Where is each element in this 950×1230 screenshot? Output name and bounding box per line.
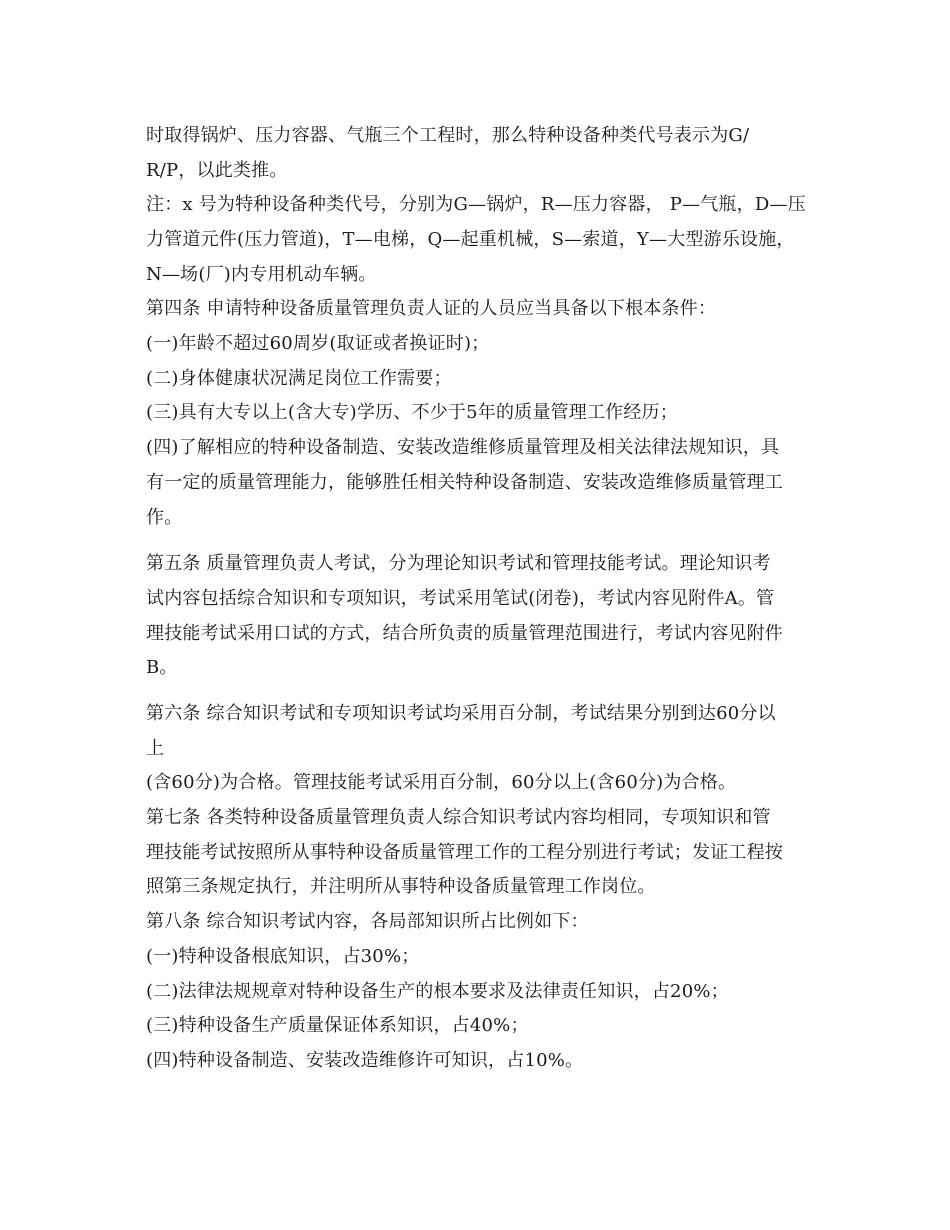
text-line: 注：x 号为特种设备种类代号，分别为G—锅炉，R—压力容器， P—气瓶，D—压 — [146, 194, 806, 215]
text-line: 上 — [146, 738, 165, 759]
text-line: 第七条 各类特种设备质量管理负责人综合知识考试内容均相同，专项知识和管 — [146, 807, 771, 828]
text-line: (一)特种设备根底知识，占30%； — [146, 946, 420, 967]
text-line: 时取得锅炉、压力容器、气瓶三个工程时，那么特种设备种类代号表示为G/ — [146, 125, 750, 146]
text-line: (二)法律法规规章对特种设备生产的根本要求及法律责任知识，占20%； — [146, 981, 729, 1002]
text-line: 第四条 申请特种设备质量管理负责人证的人员应当具备以下根本条件： — [146, 298, 717, 319]
text-line: 照第三条规定执行，并注明所从事特种设备质量管理工作岗位。 — [146, 876, 656, 897]
text-line: 理技能考试采用口试的方式，结合所负责的质量管理范围进行，考试内容见附件 — [146, 623, 783, 644]
text-line: 作。 — [146, 507, 183, 528]
text-line: 有一定的质量管理能力，能够胜任相关特种设备制造、安装改造维修质量管理工 — [146, 472, 783, 493]
text-line: B。 — [146, 657, 178, 678]
text-line: (含60分)为合格。管理技能考试采用百分制，60分以上(含60分)为合格。 — [146, 772, 737, 793]
text-line: 试内容包括综合知识和专项知识，考试采用笔试(闭卷)，考试内容见附件A。管 — [146, 588, 775, 609]
text-line: (一)年龄不超过60周岁(取证或者换证时)； — [146, 333, 490, 354]
text-line: (二)身体健康状况满足岗位工作需要； — [146, 368, 452, 389]
text-line: 力管道元件(压力管道)，T—电梯，Q—起重机械，S—索道，Y—大型游乐设施， — [146, 229, 795, 250]
text-line: 第八条 综合知识考试内容，各局部知识所占比例如下： — [146, 911, 589, 932]
text-line: 第五条 质量管理负责人考试，分为理论知识考试和管理技能考试。理论知识考 — [146, 553, 771, 574]
text-line: (四)特种设备制造、安装改造维修许可知识，占10%。 — [146, 1050, 584, 1071]
text-line: 理技能考试按照所从事特种设备质量管理工作的工程分别进行考试；发证工程按 — [146, 842, 783, 863]
text-line: 第六条 综合知识考试和专项知识考试均采用百分制，考试结果分别到达60分以 — [146, 703, 776, 724]
text-line: R/P，以此类推。 — [146, 160, 288, 181]
text-line: (三)具有大专以上(含大专)学历、不少于5年的质量管理工作经历； — [146, 402, 678, 423]
text-line: (三)特种设备生产质量保证体系知识，占40%； — [146, 1015, 529, 1036]
text-line: N—场(厂)内专用机动车辆。 — [146, 264, 377, 285]
text-line: (四)了解相应的特种设备制造、安装改造维修质量管理及相关法律法规知识，具 — [146, 437, 780, 458]
